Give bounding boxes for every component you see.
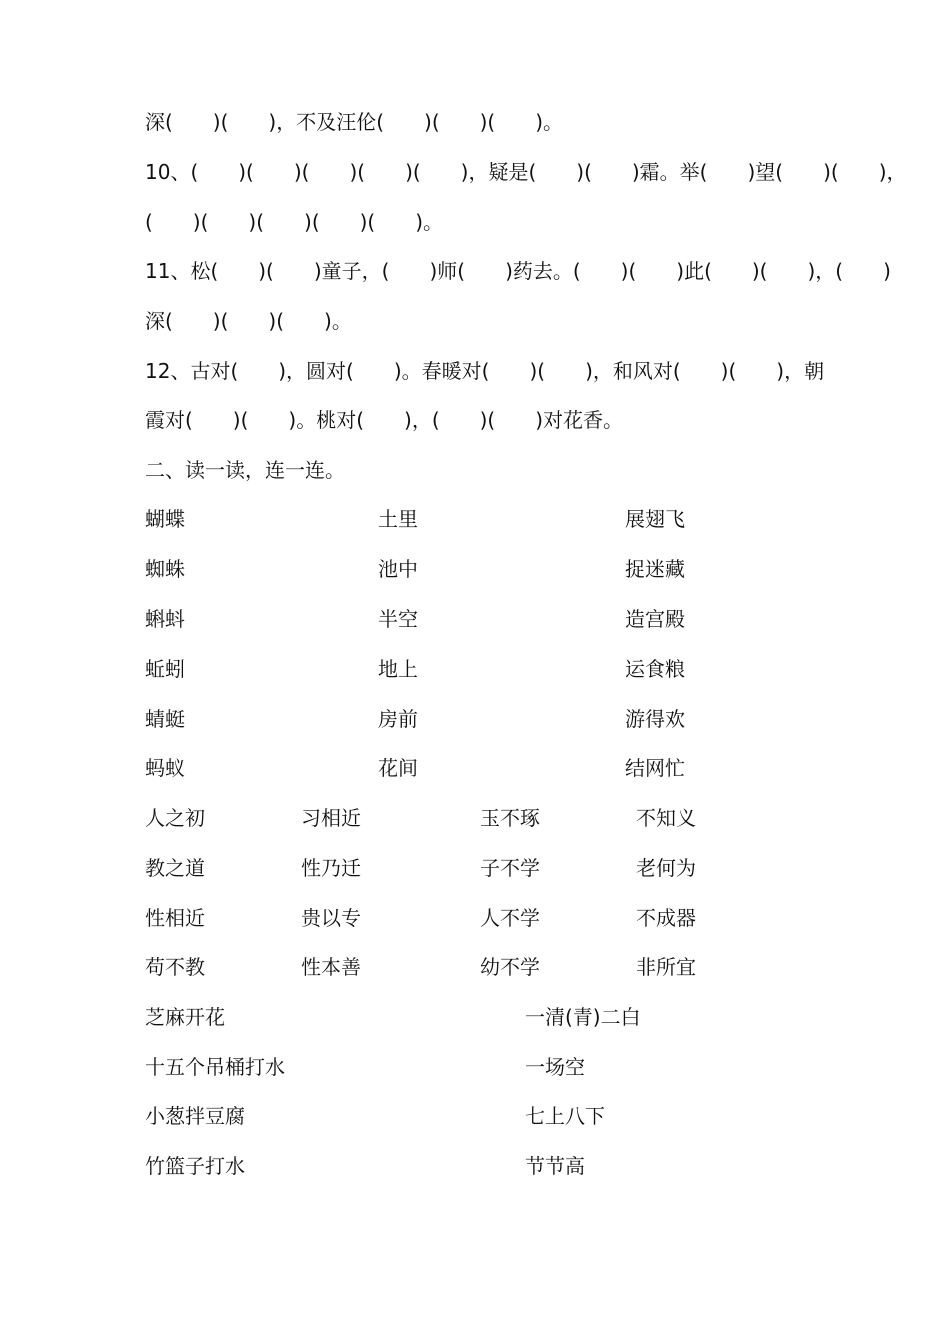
match-item: 蝴蝶 — [145, 507, 185, 531]
question-10-line-1: 10、( )( )( )( )( )，疑是( )( )霜。举( )望( )( )， — [145, 160, 907, 184]
question-11-line-1: 11、松( )( )童子，( )师( )药去。( )( )此( )( )，( ) — [145, 259, 891, 283]
match-item: 人之初 — [145, 806, 205, 830]
match-item: 蚂蚁 — [145, 756, 185, 780]
match-item: 芝麻开花 — [145, 1005, 225, 1029]
match-item: 教之道 — [145, 856, 205, 880]
match-item: 蝌蚪 — [145, 607, 185, 631]
question-12-line-1: 12、古对( )，圆对( )。春暖对( )( )，和风对( )( )，朝 — [145, 359, 825, 383]
match-item: 结网忙 — [625, 756, 685, 780]
match-item: 造宫殿 — [625, 607, 685, 631]
match-item: 蜘蛛 — [145, 557, 185, 581]
match-item: 老何为 — [636, 856, 696, 880]
match-item: 非所宜 — [636, 955, 696, 979]
question-12-line-2: 霞对( )( )。桃对( )，( )( )对花香。 — [145, 408, 624, 432]
match-item: 贵以专 — [301, 906, 361, 930]
match-item: 土里 — [378, 507, 418, 531]
match-item: 半空 — [378, 607, 418, 631]
match-item: 蚯蚓 — [145, 657, 185, 681]
match-item: 不知义 — [636, 806, 696, 830]
section-title: 二、读一读，连一连。 — [145, 458, 345, 482]
match-item: 玉不琢 — [480, 806, 540, 830]
match-item: 习相近 — [301, 806, 361, 830]
question-11-line-2: 深( )( )( )。 — [145, 309, 352, 333]
match-item: 捉迷藏 — [625, 557, 685, 581]
match-item: 性本善 — [301, 955, 361, 979]
match-item: 地上 — [378, 657, 418, 681]
fill-in-line: 深( )( )，不及汪伦( )( )( )。 — [145, 110, 564, 134]
match-item: 一清(青)二白 — [525, 1005, 641, 1029]
match-item: 性乃迁 — [301, 856, 361, 880]
match-item: 展翅飞 — [625, 507, 685, 531]
match-item: 人不学 — [480, 906, 540, 930]
match-item: 花间 — [378, 756, 418, 780]
match-item: 节节高 — [525, 1154, 585, 1178]
match-item: 小葱拌豆腐 — [145, 1104, 245, 1128]
match-item: 房前 — [378, 707, 418, 731]
match-item: 子不学 — [480, 856, 540, 880]
match-item: 竹篮子打水 — [145, 1154, 245, 1178]
match-item: 性相近 — [145, 906, 205, 930]
match-item: 蜻蜓 — [145, 707, 185, 731]
match-item: 一场空 — [525, 1055, 585, 1079]
question-10-line-2: ( )( )( )( )( )。 — [145, 210, 444, 234]
match-item: 游得欢 — [625, 707, 685, 731]
match-item: 池中 — [378, 557, 418, 581]
match-item: 苟不教 — [145, 955, 205, 979]
match-item: 七上八下 — [525, 1104, 605, 1128]
match-item: 十五个吊桶打水 — [145, 1055, 285, 1079]
match-item: 幼不学 — [480, 955, 540, 979]
match-item: 运食粮 — [625, 657, 685, 681]
match-item: 不成器 — [636, 906, 696, 930]
